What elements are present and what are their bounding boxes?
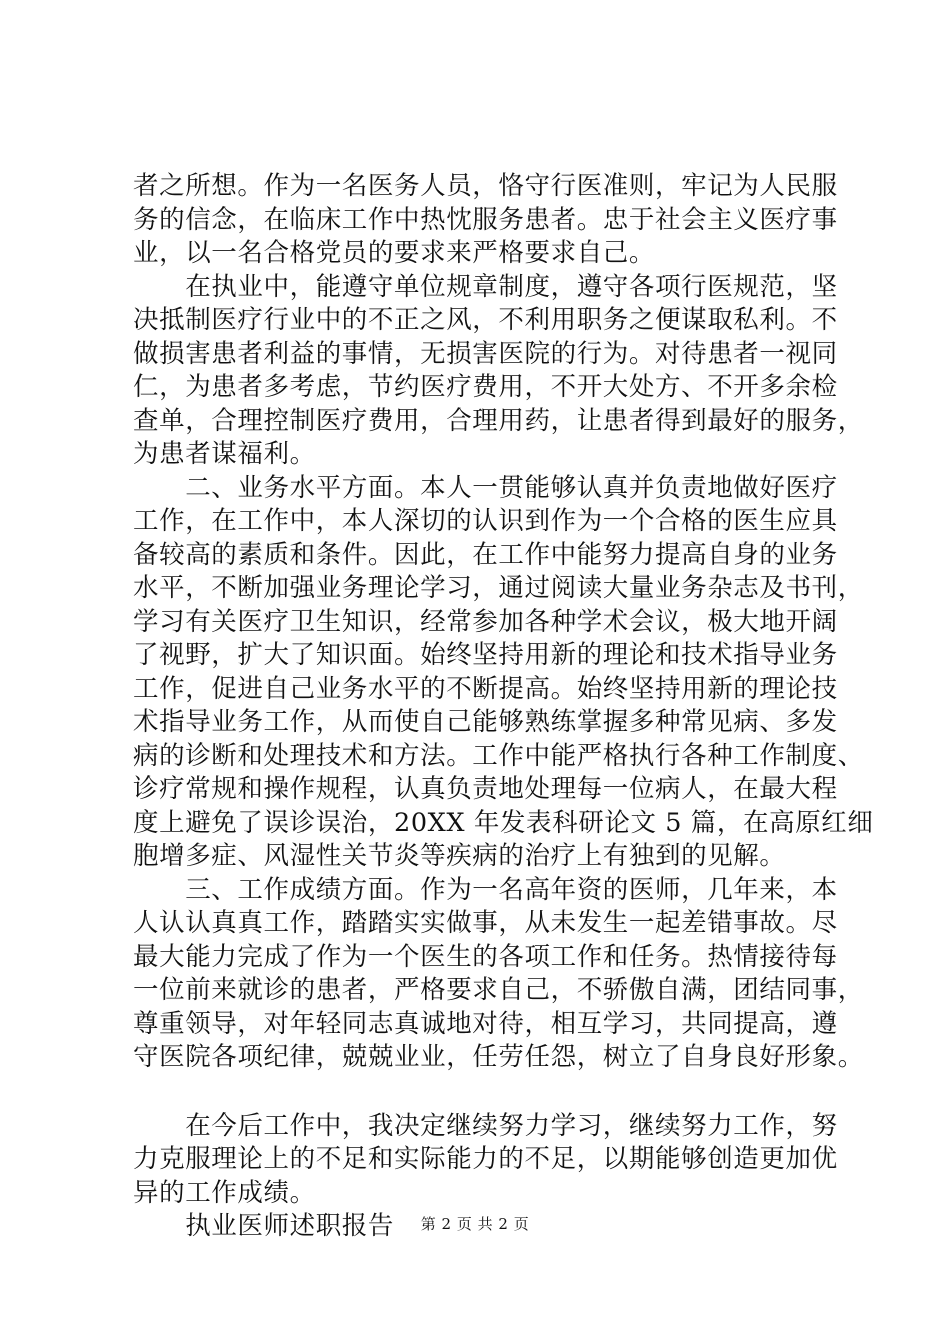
text-line: 尊重领导，对年轻同志真诚地对待，相互学习，共同提高，遵 xyxy=(133,1008,838,1039)
text-line: 了视野，扩大了知识面。始终坚持用新的理论和技术指导业务 xyxy=(133,640,838,670)
text-line: 查单，合理控制医疗费用，合理用药，让患者得到最好的服务， xyxy=(133,405,864,436)
text-line: 最大能力完成了作为一个医生的各项工作和任务。热情接待每 xyxy=(133,941,838,972)
text-line: 务的信念，在临床工作中热忱服务患者。忠于社会主义医疗事 xyxy=(133,204,838,235)
text-line: 工作，在工作中，本人深切的认识到作为一个合格的医生应具 xyxy=(133,506,838,536)
text-line: 胞增多症、风湿性关节炎等疾病的治疗上有独到的见解。 xyxy=(133,841,786,871)
text-line: 为患者谋福利。 xyxy=(133,439,316,469)
page-footer: 第 2 页 共 2 页 xyxy=(420,1215,530,1233)
text-line: 诊疗常规和操作规程，认真负责地处理每一位病人，在最大程 xyxy=(133,774,838,804)
text-line: 度上避免了误诊误治，20XX 年发表科研论文 5 篇，在高原红细 xyxy=(133,807,874,838)
text-line: 业，以一名合格党员的要求来严格要求自己。 xyxy=(133,238,656,268)
text-line: 病的诊断和处理技术和方法。工作中能严格执行各种工作制度、 xyxy=(133,740,864,771)
text-line: 决抵制医疗行业中的不正之风，不利用职务之便谋取私利。不 xyxy=(133,305,838,335)
paragraph-gap xyxy=(133,1075,833,1110)
text-line: 一位前来就诊的患者，严格要求自己，不骄傲自满，团结同事， xyxy=(133,975,864,1005)
text-line: 三、工作成绩方面。作为一名高年资的医师，几年来，本 xyxy=(133,874,838,905)
text-line: 水平，不断加强业务理论学习，通过阅读大量业务杂志及书刊， xyxy=(133,573,864,603)
text-line: 在今后工作中，我决定继续努力学习，继续努力工作，努 xyxy=(133,1110,838,1141)
text-line: 工作，促进自己业务水平的不断提高。始终坚持用新的理论技 xyxy=(133,673,838,704)
text-line: 力克服理论上的不足和实际能力的不足，以期能够创造更加优 xyxy=(133,1144,838,1174)
text-line: 守医院各项纪律，兢兢业业，任劳任怨，树立了自身良好形象。 xyxy=(133,1042,864,1072)
document-body xyxy=(133,170,874,1244)
text-line: 者之所想。作为一名医务人员，恪守行医准则，牢记为人民服 xyxy=(133,171,838,201)
text-line: 异的工作成绩。 xyxy=(133,1177,316,1208)
text-line: 备较高的素质和条件。因此，在工作中能努力提高自身的业务 xyxy=(133,539,838,570)
text-line: 执业医师述职报告 xyxy=(133,1211,395,1241)
text-block-main xyxy=(133,170,874,1075)
text-line: 仁，为患者多考虑，节约医疗费用，不开大处方、不开多余检 xyxy=(133,372,838,402)
text-line: 做损害患者利益的事情，无损害医院的行为。对待患者一视同 xyxy=(133,338,838,369)
text-line: 在执业中，能遵守单位规章制度，遵守各项行医规范，坚 xyxy=(133,271,838,302)
text-line: 学习有关医疗卫生知识，经常参加各种学术会议，极大地开阔 xyxy=(133,606,838,637)
text-line: 人认认真真工作，踏踏实实做事，从未发生一起差错事故。尽 xyxy=(133,908,838,938)
text-line: 术指导业务工作，从而使自己能够熟练掌握多种常见病、多发 xyxy=(133,707,838,737)
text-line: 二、业务水平方面。本人一贯能够认真并负责地做好医疗 xyxy=(133,472,838,503)
